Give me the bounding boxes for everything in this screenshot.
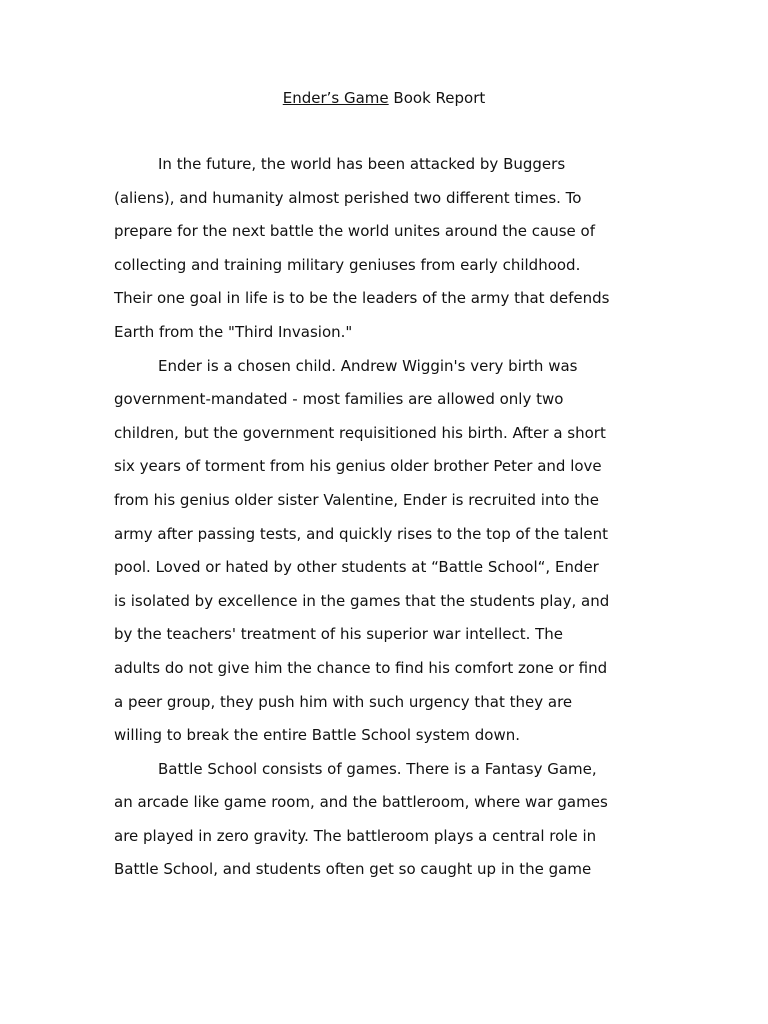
text-line: In the future, the world has been attacked by Buggers: [158, 155, 566, 173]
text-line: by the teachers' treatment of his superior war intellect. The: [114, 625, 564, 644]
text-line: collecting and training military geniuses from early childhood.: [114, 255, 581, 274]
text-line: pool. Loved or hated by other students at “Battle School“, Ender: [114, 558, 599, 577]
document-body: [114, 153, 654, 892]
text-line: Earth from the "Third Invasion.": [114, 322, 353, 341]
title-suffix: Book Report: [388, 89, 486, 107]
text-line: army after passing tests, and quickly rises to the top of the talent: [114, 524, 608, 543]
text-line: prepare for the next battle the world unites around the cause of: [114, 222, 595, 241]
paragraph-1: [114, 153, 654, 355]
text-line: government-mandated - most families are allowed only two: [114, 390, 564, 409]
text-line: an arcade like game room, and the battleroom, where war games: [114, 793, 608, 812]
paragraph-2: [114, 355, 654, 758]
text-line: Battle School consists of games. There is a Fantasy Game,: [158, 759, 597, 778]
text-line: six years of torment from his genius older brother Peter and love: [114, 457, 602, 476]
text-line: (aliens), and humanity almost perished two different times. To: [114, 188, 582, 207]
book-title: Ender’s Game: [282, 89, 389, 107]
text-line: children, but the government requisitioned his birth. After a short: [114, 423, 606, 442]
text-line: Battle School, and students often get so caught up in the game: [114, 860, 592, 879]
text-line: Ender is a chosen child. Andrew Wiggin's very birth was: [158, 356, 578, 375]
text-line: Their one goal in life is to be the leaders of the army that defends: [114, 289, 610, 308]
text-line: a peer group, they push him with such urgency that they are: [114, 692, 573, 711]
paragraph-3: [114, 758, 654, 892]
text-line: are played in zero gravity. The battleroom plays a central role in: [114, 826, 597, 845]
text-line: willing to break the entire Battle School system down.: [114, 726, 521, 745]
text-line: is isolated by excellence in the games that the students play, and: [114, 591, 610, 610]
text-line: from his genius older sister Valentine, Ender is recruited into the: [114, 490, 599, 509]
text-line: adults do not give him the chance to find his comfort zone or find: [114, 658, 608, 677]
document-title: [0, 88, 768, 108]
